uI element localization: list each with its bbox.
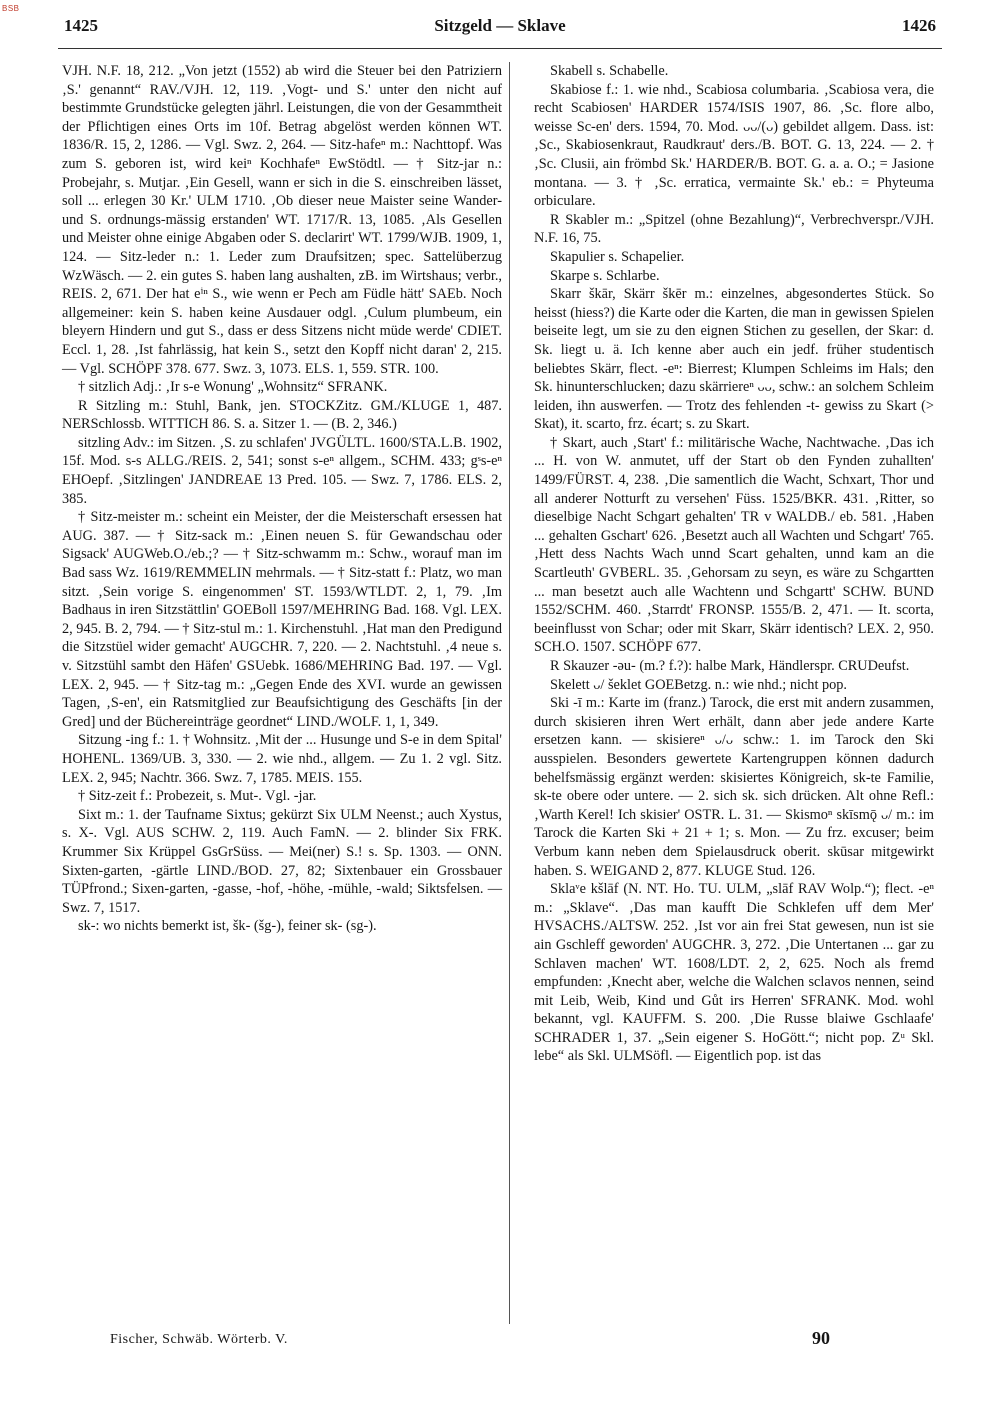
right-column xyxy=(534,62,934,1066)
entry-paragraph: † Skart, auch ‚Start' f.: militärische Wache, Nachtwache. ‚Das ich ... H. von W. anmutet, uff der Start ob den Fynden zuhallten' 1499/FÜRST. 4, 238. ‚Die samentlich die Wacht, Schxart, Thor und all anderer Notturft zu versehen' Füss. 1525/BKR. 431. ‚Ritter, so dieselbige Nacht Schgart gehalten' TR v WALDB./ eb. 581. ‚Haben ... gehalten Gschart' 626. ‚Besetzt auch all Wachten und Schgart' 765. ‚Hett dess Nachts Wach unnd Scart gehalten, unnd kam an die Scartleuth' GVBERL. 35. ‚Gehorsam zu seyn, es wäre zu Schgartten ... man besetzt auch alle Wachtenn und Schgartt' SCHW. BUND 1552/SCHM. 460. ‚Starrdt' FRONSP. 1555/B. 2, 471. — It. scorta, beeinflusst von Schar; oder mit Skarr, Skärr identisch? LEX. 2, 950. SCH.O. 1507. SCHÖPF 677. xyxy=(534,434,934,656)
entry-paragraph: R Skabler m.: „Spitzel (ohne Bezahlung)“, Verbrechverspr./VJH. N.F. 16, 75. xyxy=(534,211,934,247)
entry-paragraph: Skelett ᴗ/ šeklet GOEBetzg. n.: wie nhd.; nicht pop. xyxy=(550,676,848,693)
entry-paragraph: Ski -ī m.: Karte im (franz.) Tarock, die erst mit andern zusammen, durch skisieren ihren Wert erhält, dann aber jede andere Karte ersetzen kann. — skisiereⁿ ᴗ/ᴗ schw.: 1. im Tarock den Ski ausspielen. Besonders gewertete Kartengruppen können dadurch behelfsmässig ergänzt werden: skisiertes Königreich, sk-te Familie, sk-te obere oder untere. — 2. sich sk. sich drücken. Alt ohne Refl.: ‚Warth Kerel! Ich skisier' OSTR. L. 31. — Skismoⁿ skīsmǭ ᴗ/ m.: im Tarock die Karten Ski + 21 + 1; s. Mon. — Zu frz. excuser; beim Verbum kann neben dem Spielausdruck oberit. skūsar mitgewirkt haben. S. WEIGAND 2, 877. KLUGE Stud. 126. xyxy=(534,695,934,879)
entry-paragraph: Skapulier s. Schapelier. xyxy=(550,248,685,265)
entry-paragraph: R Skauzer -ǝu- (m.? f.?): halbe Mark, Händlerspr. CRUDeufst. xyxy=(550,658,910,674)
page-header xyxy=(60,16,940,42)
footer-signature: Fischer, Schwäb. Wörterb. V. xyxy=(110,1332,288,1347)
entry-paragraph: Skabell s. Schabelle. xyxy=(550,63,669,79)
entry-paragraph: Skarr škār, Skärr škēr m.: einzelnes, abgesondertes Stück. So heisst (hiess?) die Karte oder die Karten, die man in gewissen Spielen beiseite legt, um sie zu den eignen Stichen zu gesellen, der Skar: d. Sk. liegt u. ä. Ich kenne aber auch ein jedf. früher studentisch beliebtes Skärr, flect. -eⁿ: Bierrest; Klumpen Schleims im Hals; den Sk. hinunterschlucken; dazu skärriereⁿ ᴗᴗ, schw.: an solchem Schleim leiden, ihn auswerfen. — Trotz des fehlenden -t- gewiss zu Skart (> Skat), it. scarto, frz. écart; s. zu Skart. xyxy=(534,286,934,433)
entry-paragraph: VJH. N.F. 18, 212. „Von jetzt (1552) ab wird die Steuer bei den Patriziern ‚S.' genannt“ RAV./VJH. 12, 119. ‚Vogt- und S.' unter den nicht auf bestimmte Grundstücke gelegten jährl. Leistungen, die von der Gesammtheit der Pflichtigen eines Orts im 10f. Betrag abgelöst werden können WT. 1836/R. 15, 2, 1286. — Vgl. Swz. 2, 264. — Sitz-hafeⁿ m.: Nachttopf. Was zum S. geboren ist, wird keiⁿ Kochhafeⁿ EwStödtl. — † Sitz-jar n.: Probejahr, s. Mutjar. ‚Ein Gesell, wann er sich in die S. einschreiben lässet, soll ... erlegen 30 Kr.' ULM 1710. ‚Ob dieser neue Maister seine Wander- und S. ordnungs-mässig erstanden' WT. 1717/R. 13, 1085. ‚Als Gesellen und Meister ohne einige Abgaben oder S. declarirt' WT. 1799/WJB. 1909, 1, 124. — Sitz-leder n.: 1. Leder zum Draufsitzen; spec. Sattelüberzug WzWäsch. — 2. ein gutes S. haben lang aushalten, zB. im Wirtshaus; verbr., REIS. 2, 671. Der hat eⁱⁿ S., wie wenn er Pech am Füdle hätt' SAEb. Noch allgemeiner: kein S. haben keine Ausdauer odgl. ‚Culum plumbeum, ein bleyern Hindern und gut S., dass er dess Sitzens nicht müde werde' CDIET. Eccl. 1, 28. ‚Ist fahrlässig, hat kein S., setzt den Kopff nicht daran' 2, 215. — Vgl. SCHÖPF 378. 677. Swz. 3, 1073. ELS. 1, 559. STR. 100. xyxy=(62,63,502,377)
entry-paragraph: † Sitz-zeit f.: Probezeit, s. Mut-. Vgl. -jar. xyxy=(78,788,317,805)
sheet-number: 90 xyxy=(812,1328,830,1348)
library-stamp: BSB xyxy=(2,4,20,13)
entry-paragraph: Sklaᵛe kšlāf (N. NT. Ho. TU. ULM, „slāf RAV Wolp.“); flect. -eⁿ m.: „Sklave“. ‚Das man kaufft Die Schklefen uff dem Mer' HVSACHS./ALTSW. 252. ‚Ist vor ain frei Stat gewesen, nun ist sie ain Gschleff geworden' AUGCHR. 3, 272. ‚Die Untertanen ... gar zu Schlaven machen' WT. 1608/LDT. 2, 2, 625. Noch als fremd empfunden: ‚Knecht aber, welche die Walchen sclavos nennen, seind mit Leib, Weib, Kind und Gůt irs Herren' SFRANK. Mod. wohl bekannt, vgl. KAUFFM. S. 200. ‚Die Russe blaiwe Gschlaafe' SCHRADER 1, 37. „Sein eigener S. HoGött.“; nicht pop. Zᵘ Skl. lebe“ als Skl. ULMSöfl. — Eigentlich pop. ist das xyxy=(534,881,934,1065)
column-divider xyxy=(509,62,510,1324)
left-page-number: 1425 xyxy=(64,16,98,35)
entry-paragraph: Sitzung -ing f.: 1. † Wohnsitz. ‚Mit der ... Husunge und S-e in dem Spital' HOHENL. 1369/UB. 3, 330. — 2. wie nhd., allgem. — Zu 1. 2 vgl. Sitz. LEX. 2, 945; Nachtr. 366. Swz. 7, 1785. MEIS. 155. xyxy=(62,732,502,786)
entry-paragraph: Sixt m.: 1. der Taufname Sixtus; gekürzt Six ULM Neenst.; auch Xystus, s. X-. Vgl. AUS SCHW. 2, 119. Auch FamN. — 2. blinder Six FRK. Krummer Six Krüppel GsGrSüss. — Mei(ner) S.! s. Sp. 1303. — ONN. Sixten-garten, -gärtle LIND./BOD. 27, 82; Sixtenbauer ein Grossbauer TÜPfrond.; Sixen-garten, -gasse, -hof, -höhe, -mühle, -wald; Siktsfelsen. — Swz. 7, 1517. xyxy=(62,806,502,916)
header-rule xyxy=(58,48,942,49)
right-page-number: 1426 xyxy=(902,16,936,35)
entry-paragraph: Skarpe s. Schlarbe. xyxy=(550,267,660,284)
left-column xyxy=(62,62,502,936)
entry-paragraph: † sitzlich Adj.: ‚Ir s-e Wonung' „Wohnsitz“ SFRANK. xyxy=(78,379,388,396)
entry-paragraph: sitzling Adv.: im Sitzen. ‚S. zu schlafen' JVGÜLTL. 1600/STA.L.B. 1902, 15f. Mod. s-s ALLG./REIS. 2, 541; sonst s-eⁿ allgem., SCHM. 433; gˢs-eⁿ EHOepf. ‚Sitzlingen' JANDREAE 13 Pred. 105. — Swz. 7, 1786. ELS. 2, 385. xyxy=(62,434,502,507)
entry-paragraph: R Sitzling m.: Stuhl, Bank, jen. STOCKZitz. GM./KLUGE 1, 487. NERSchlossb. WITTICH 86. S. a. Sitzer 1. — (B. 2, 346.) xyxy=(62,397,502,433)
running-title: Sitzgeld — Sklave xyxy=(434,16,566,35)
entry-paragraph: † Sitz-meister m.: scheint ein Meister, der die Meisterschaft ersessen hat AUG. 387. — † Sitz-sack m.: ‚Einen neuen S. für Gewandschau oder Sigsack' AUGWeb.O./eb.;? — † Sitz-schwamm m.: Schw., worauf man im Bad sass Wz. 1619/REMMELIN mehrmals. — † Sitz-statt f.: Platz, wo man sitzt. ‚Sein vorige S. eingenommen' ST. 1593/WTLDT. 2, 1, 79. ‚Im Badhaus in iren Sitzstättlin' GOEBoll 1597/MEHRING Bad. 168. Vgl. LEX. 2, 945. B. 2, 794. — † Sitz-stul m.: 1. Kirchenstuhl. ‚Hat man den Predigund die Sitzstüel wider gemacht' AUGCHR. 7, 220. — 2. Nachtstuhl. ‚4 neue s. v. Sitzstühl sambt den Häfen' GSUebk. 1686/MEHRING Bad. 197. — Vgl. LEX. 2, 945. — † Sitz-tag m.: „Gegen Ende des XVI. wurde an gewissen Tagen, ‚S-en', ein Ratsmitglied zur Beaufsichtigung des Geschäfts [in der Gred] und der Büchereinträge geordnet“ LIND./WOLF. 1, 1, 349. xyxy=(62,509,502,730)
entry-paragraph: sk-: wo nichts bemerkt ist, šk- (šg-), feiner sk- (sg-). xyxy=(78,918,377,935)
entry-paragraph: Skabiose f.: 1. wie nhd., Scabiosa columbaria. ‚Scabiosa vera, die recht Scabiosen' HARDER 1574/ISIS 1907, 86. ‚Sc. flore albo, weisse Sc-en' ders. 1594, 70. Mod. ᴗᴗ/(ᴗ) gebildet allgem. Dass. ist: ‚Sc., Skabiosenkraut, Raudkraut' ders./B. BOT. G. 13, 224. — 2. † ‚Sc. Clusii, ain frömbd Sk.' HARDER/B. BOT. G. a. a. O.; = Jasione montana. — 3. † ‚Sc. erratica, vermainte Sk.' eb.: = Phyteuma orbiculare. xyxy=(534,81,934,210)
